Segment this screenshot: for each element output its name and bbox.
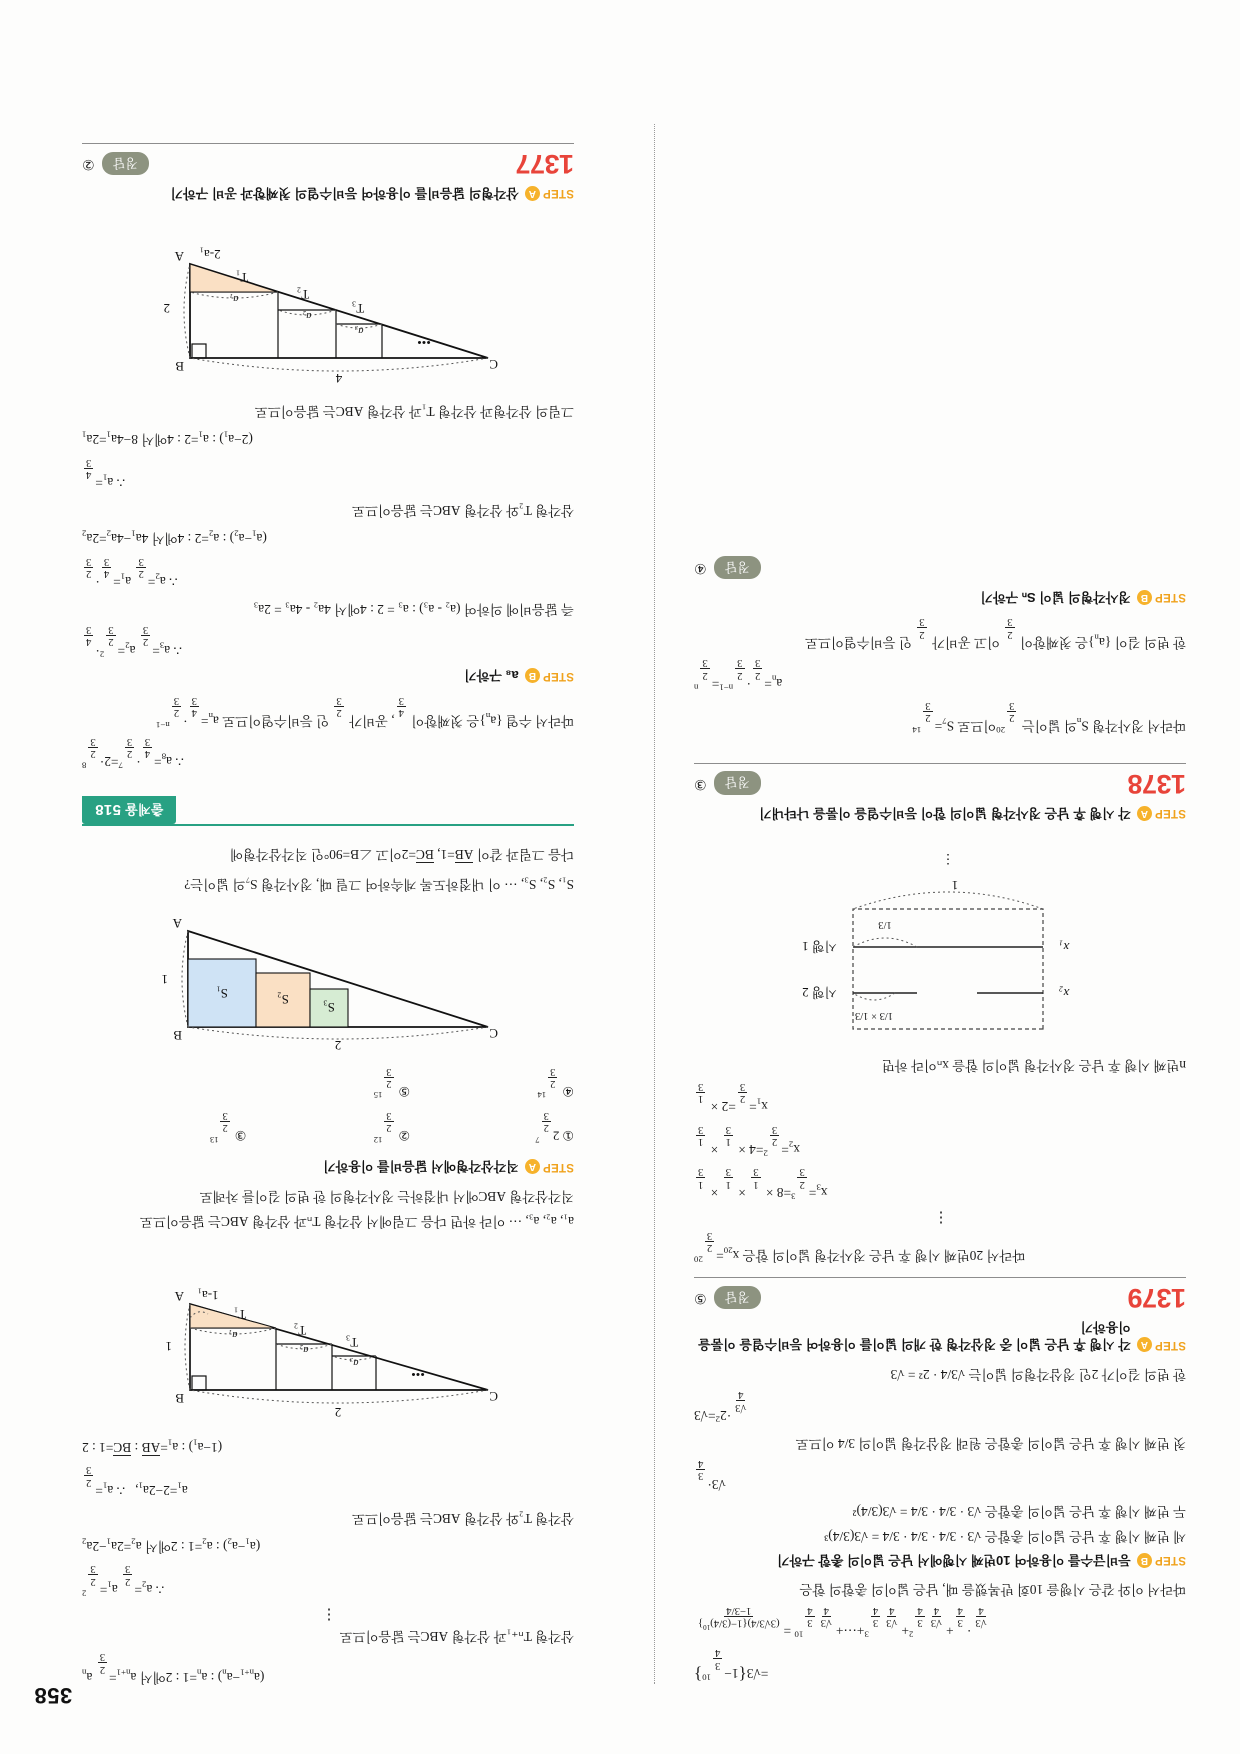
- text-step-a-l1: a₁, a₂, a₃, ⋯ 이라 하면 다음 그림에서 삼각형 Tₙ과 삼각형 ABC는 닮음이므로: [140, 1213, 574, 1229]
- text-1379-l4: 두 번째 시행 후 남은 넓이의 총합은 √3 · 3/4 · 3/4 = √3(3/4)²: [852, 1504, 1186, 1520]
- figure-s-label-ab: 1: [161, 971, 168, 987]
- step-b-right: [82, 667, 574, 685]
- formula-b-ratio1: $(2-a_1)$ : $a_1=2$ : 4에서 $8-4a_1=2a_1$: [82, 429, 253, 448]
- text-r-2: 삼각형 Tₙ₊₁과 삼각형 ABC는 닮음이므로: [339, 1629, 574, 1645]
- choice-1[interactable]: ①2 2 3 $^7$: [535, 1110, 574, 1145]
- step-badge-b: STEP B: [1137, 1553, 1186, 1569]
- type-badge-label: 출제율: [124, 802, 164, 818]
- formula-1378-x1: $x_1=$ 2 3 =2 × 1 3: [698, 1080, 768, 1115]
- step-b-right-title: a₈ 구하기: [464, 668, 519, 684]
- figure-t-bottom-label-t2: T₂: [296, 286, 310, 302]
- answer-1379: [694, 1286, 761, 1310]
- figure-t-bottom-label-a2: a₂: [302, 309, 312, 321]
- step-a-right-title: 직각삼각형에서 닮음비를 이용하기: [323, 1159, 519, 1175]
- step-badge-a-1378: STEP A: [1137, 806, 1186, 822]
- formula-r-6: $a_1=2-2a_1$, ∴ $a_1=$ 2 3: [86, 1464, 188, 1498]
- type-badge: [82, 796, 176, 824]
- answer-label-1377: 정답: [102, 152, 149, 176]
- formula-b-a1: ∴ $a_1=$ 4 3: [86, 456, 126, 491]
- figure-s-label-A: A: [172, 915, 182, 931]
- figure-t-bottom-svg: [128, 212, 528, 392]
- type-badge-rule: [82, 824, 574, 826]
- figure-1378-x2-label: x₂: [1059, 985, 1070, 1001]
- problem-1377-number: 1377: [515, 148, 574, 179]
- figure-s-label-B: B: [173, 1027, 182, 1043]
- formula-1378-x20: 따라서 20번째 시행 후 남은 정사각형 넓이의 합은 $x_{20}=$ 2 3 $^{20}$: [694, 1229, 1026, 1265]
- figure-1378-svg: [725, 832, 1155, 1047]
- answer-trailing: [694, 556, 761, 580]
- step-a-right: [82, 1158, 574, 1176]
- step-b-1379: [694, 1551, 1186, 1569]
- formula-1378-x3: $x_3=$ 2 3 $^3$=8 × 1 3 × 1 3 × 1 3: [698, 1166, 828, 1202]
- formula-b-a2: ∴ $a_2=$ 2 3 $a_1=$ 4 3 · 2 3: [86, 555, 178, 590]
- figure-t-bottom-label-t3: T₃: [351, 300, 365, 316]
- answer-label-trailing: 정답: [714, 556, 761, 580]
- problem-1378-head: [694, 766, 1186, 800]
- choice-list: [82, 1061, 574, 1150]
- figure-1378-vdots: ⋮: [941, 851, 955, 867]
- choice-5-mark: ⑤: [398, 1083, 411, 1099]
- figure-t-bottom-dots: •••: [417, 334, 431, 350]
- formula-1379-third: √3· 3 4: [698, 1458, 726, 1492]
- problem-trailing-head: [694, 550, 1186, 584]
- problem-1379-head: [694, 1280, 1186, 1314]
- answer-1378: [694, 771, 761, 795]
- figure-s-label-s1: S₁: [216, 985, 228, 1001]
- figure-t-top-label-t3: T₃: [345, 1334, 359, 1350]
- figure-t-top-dots: •••: [411, 1366, 425, 1382]
- problem-1379: [694, 1277, 1186, 1690]
- formula-1379-sum: =√3{1− 3 4 $^{10}$}: [694, 1647, 769, 1684]
- step-b-title: 등비급수를 이용하여 10번째 시행에서 남은 넓이의 총합 구하기: [777, 1552, 1131, 1568]
- figure-t-top-label-A: A: [174, 1288, 184, 1304]
- figure-t-top-label-a3: a₃: [349, 1356, 359, 1368]
- question-line-1: 다음 그림과 같이 AB=1, BC=2이고 ∠B=90°인 직각삼각형에: [229, 846, 574, 862]
- formula-r-3: ∴ $a_2=$ 2 3 $a_1=$ 2 3 $^2$: [82, 1563, 165, 1599]
- problem-trailing: [694, 550, 1186, 737]
- figure-t-bottom-label-a1: a₁: [229, 292, 239, 304]
- figure-t-bottom-label-A: A: [174, 248, 184, 264]
- figure-t-bottom-label-B: B: [175, 358, 184, 374]
- figure-t-bottom-label-2ma1: 2-a₁: [199, 246, 221, 262]
- problem-1379-number: 1379: [1127, 1282, 1186, 1313]
- text-1378-intro: n번째 시행 후 남은 정사각형 넓이의 합을 xₙ이라 하면: [881, 1058, 1186, 1074]
- figure-t-top-label-B: B: [175, 1390, 184, 1406]
- figure-t-top-label-bc: 2: [334, 1404, 342, 1420]
- figure-1378-trial1-label: 시행 1: [802, 938, 837, 954]
- figure-s: [82, 903, 574, 1053]
- answer-1377: [82, 152, 149, 176]
- column-divider: [654, 124, 655, 1684]
- figure-1378-trial2-label: 시행 2: [802, 984, 837, 1000]
- text-b-geo: 따라서 수열 $\{a_n\}$은 첫째항이 4 3 , 공비가 2 3 인 등비수열이므로 $a_n=$ 4 3 · 2 3 $^{n-1}$: [155, 694, 574, 730]
- divider-1377: [82, 143, 574, 144]
- figure-1378-squares: [694, 832, 1186, 1047]
- figure-1378-mult-label: 1/3 × 1/3: [854, 1009, 894, 1021]
- left-column: [694, 544, 1186, 1694]
- figure-t-bottom-label-ab: 2: [163, 300, 170, 316]
- step-a-1378-title: 각 시행 후 남은 정사각형 넓이의 합이 등비수열을 이룸을 나타내기: [759, 805, 1131, 821]
- step-letter-a-1378: A: [1137, 806, 1152, 821]
- formula-1379-area: √3 4 $\cdot 2^2=√3$: [694, 1389, 747, 1425]
- step-letter-b: B: [1137, 1553, 1152, 1568]
- type-badge-number: 518: [95, 801, 121, 819]
- answer-1377-value: ②: [82, 155, 95, 171]
- figure-t-top-label-t1: T₁: [233, 1306, 247, 1322]
- problem-1378: [694, 763, 1186, 1268]
- figure-1378-third-label: 1/3: [878, 918, 892, 930]
- formula-b-a3: ∴ $a_3=$ 2 3 $a_2=$ 2 3 $^2$· 4 3: [86, 624, 183, 660]
- text-b-sim2: 삼각형 T₂와 삼각형 ABC는 닮음이므로: [352, 502, 574, 518]
- figure-s-label-s3: S₃: [323, 999, 335, 1015]
- text-1379-l2: 첫 번째 시행 후 남은 넓이의 총합은 원래 정삼각형 넓이의 3/4 이므로: [795, 1435, 1186, 1451]
- formula-r-4: $(a_1-a_2)$ : $a_2=1$ : 2에서 $a_2=2a_1-2a_2$: [82, 1536, 261, 1555]
- answer-1378-value: ③: [694, 775, 707, 791]
- figure-t-top-svg: [128, 1236, 528, 1426]
- figure-s-label-C: C: [489, 1025, 498, 1041]
- formula-1379-series: √3 4 · 3 4 + √3 4 3 4 $^2$+ √3 4 3 4 $^3$+⋯+ √3 4 3 4 $^{10}$ = $(3√3/4)\{1-(3/4)^{10}\}$ 1−3/4: [698, 1604, 987, 1640]
- step-badge-a: STEP A: [1137, 1337, 1186, 1353]
- formula-1378-x2: $x_2=$ 2 3 $^2$=4 × 1 3 × 1 3: [698, 1123, 800, 1159]
- figure-t-top-label-a1: a₁: [228, 1328, 238, 1340]
- figure-s-label-bc: 2: [334, 1037, 342, 1053]
- choice-5[interactable]: ⑤ 2 3 $^{15}$: [373, 1065, 411, 1101]
- figure-t-top-label-a2: a₂: [299, 1343, 309, 1355]
- step-badge-b-trailing: STEP B: [1137, 590, 1186, 606]
- divider-1378: [694, 763, 1186, 764]
- vdots-r: ⋮: [319, 1606, 337, 1623]
- figure-t-top-label-t2: T₂: [293, 1322, 307, 1338]
- text-1379-l5: 세 번째 시행 후 남은 넓이의 총합은 √3 · 3/4 · 3/4 · 3/4 = √3(3/4)³: [824, 1529, 1186, 1544]
- step-badge-a-right: STEP A: [525, 1159, 574, 1175]
- formula-r-7: $(1-a_1)$ : $a_1=AB$ : BC=1 : 2: [82, 1437, 223, 1455]
- question-line-2: S₁, S₂, S₃, ⋯ 이 내접하도록 계속하여 그릴 때, 정사각형 S₇의 넓이는?: [184, 876, 574, 892]
- choice-2-mark: ②: [398, 1128, 411, 1144]
- figure-t-bottom-label-C: C: [489, 356, 498, 372]
- answer-label: 정답: [714, 1286, 761, 1310]
- step-b-trailing: [694, 588, 1186, 606]
- text-r-5: 삼각형 T₂와 삼각형 ABC는 닮음이므로: [352, 1510, 574, 1526]
- step-a-title: 각 시행 후 남은 넓이 중 정삼각형 한 개의 넓이를 이용하여 등비수열을 이룸을 이용하기: [698, 1319, 1131, 1353]
- formula-trailing-an: $a_n=$ 2 3 · 2 3 $^{n-1}$= 2 3 $^n$: [694, 657, 783, 693]
- answer-trailing-value: ④: [694, 559, 707, 575]
- text-1379-l1: 한 변의 길이가 2인 정삼각형의 넓이는 √3/4 · 2² = √3: [890, 1367, 1186, 1383]
- step-a-1378: [694, 804, 1186, 822]
- figure-s-label-s2: S₂: [277, 991, 289, 1007]
- formula-r-1: $(a_{n+1}-a_n)$ : $a_n=1$ : 2에서 $a_{n+1}=$ 2 3 $a_n$: [82, 1651, 265, 1685]
- text-trailing-l3: 따라서 정사각형 $S_n$의 넓이는 2 3 $^{20}$이므로 $S_7=$ 2 3 $^{14}$: [912, 700, 1186, 736]
- text-trailing-l1: 한 변의 길이 $\{a_n\}$은 첫째항이 2 3 이고 공비가 2 3 인 등비수열이므로: [805, 616, 1186, 650]
- figure-s-svg: [128, 903, 528, 1053]
- formula-a8: ∴ $a_8=$ 4 3 · 2 3 $^7$=2· 2 3 $^8$: [82, 735, 184, 771]
- formula-b-ratio2: $(a_1-a_2)$ : $a_2=2$ : 4에서 $4a_1-4a_2=2a_2$: [82, 528, 267, 547]
- figure-1378-x1-label: x₁: [1059, 939, 1070, 955]
- step-a-1379: [694, 1318, 1186, 1353]
- choice-2[interactable]: ② 2 3 $^{12}$: [373, 1110, 411, 1145]
- page-number: 358: [34, 1683, 73, 1708]
- type-badge-bar: [82, 796, 574, 826]
- figure-t-bottom-label-a3: a₃: [354, 324, 364, 336]
- figure-t-top-label-1ma1: 1-a₁: [197, 1287, 219, 1303]
- choice-4-mark: ④: [562, 1083, 574, 1099]
- step-badge-b-right: STEP B: [525, 668, 574, 684]
- step-letter-a-1377: A: [525, 186, 540, 201]
- step-letter-a: A: [1137, 1337, 1152, 1352]
- step-a-1377-title: 삼각형의 닮음비를 이용하여 등비수열의 첫째항과 공비 구하기: [170, 185, 519, 201]
- choice-3[interactable]: ③ 2 3 $^{13}$: [209, 1110, 247, 1145]
- figure-1378-side-label: 1: [951, 877, 959, 893]
- vdots-1378: ⋮: [931, 1209, 949, 1226]
- choice-4[interactable]: ④ 2 3 $^{14}$: [537, 1065, 574, 1101]
- choice-3-mark: ③: [234, 1128, 247, 1144]
- answer-label-1378: 정답: [714, 771, 761, 795]
- choice-1-mark: ①: [562, 1128, 574, 1144]
- answer-1379-value: ⑤: [694, 1289, 707, 1305]
- figure-t-top: [82, 1236, 574, 1426]
- step-a-1377: [82, 184, 574, 202]
- step-letter-a-right: A: [525, 1159, 540, 1174]
- problem-1377-head: [82, 146, 574, 180]
- step-badge-a-1377: STEP A: [525, 186, 574, 202]
- text-1379-l6: 따라서 이와 같은 시행을 10회 반복했을 때, 남은 넓이의 총합의 합은: [799, 1582, 1186, 1598]
- step-letter-b-trailing: B: [1137, 590, 1152, 605]
- text-step-a-l2: 직각삼각형 ABC에서 내접하는 정사각형의 한 변의 길이를 차례로: [199, 1188, 574, 1204]
- step-b-trailing-title: 정사각형의 넓이 Sₙ 구하기: [980, 590, 1131, 605]
- figure-t-bottom-label-t1: T₁: [235, 269, 249, 285]
- figure-t-top-label-ab: 1: [165, 1338, 172, 1354]
- text-b-sim1: 그림의 삼각형과 삼각형 T₁과 삼각형 ABC는 닮음이므로: [254, 403, 574, 419]
- figure-t-bottom: [82, 212, 574, 392]
- right-column: [82, 134, 574, 1694]
- divider-1379: [694, 1277, 1186, 1278]
- figure-t-top-label-C: C: [489, 1388, 498, 1404]
- problem-1378-number: 1378: [1127, 768, 1186, 799]
- text-b-sim3: 즉 닮음비에 의하여 (a₂ - a₃) : a₃ = 2 : 4에서 4a₂ - 4a₃ = 2a₃: [253, 601, 574, 617]
- step-letter-b-right: B: [525, 668, 540, 683]
- figure-t-bottom-label-bc: 4: [335, 370, 343, 386]
